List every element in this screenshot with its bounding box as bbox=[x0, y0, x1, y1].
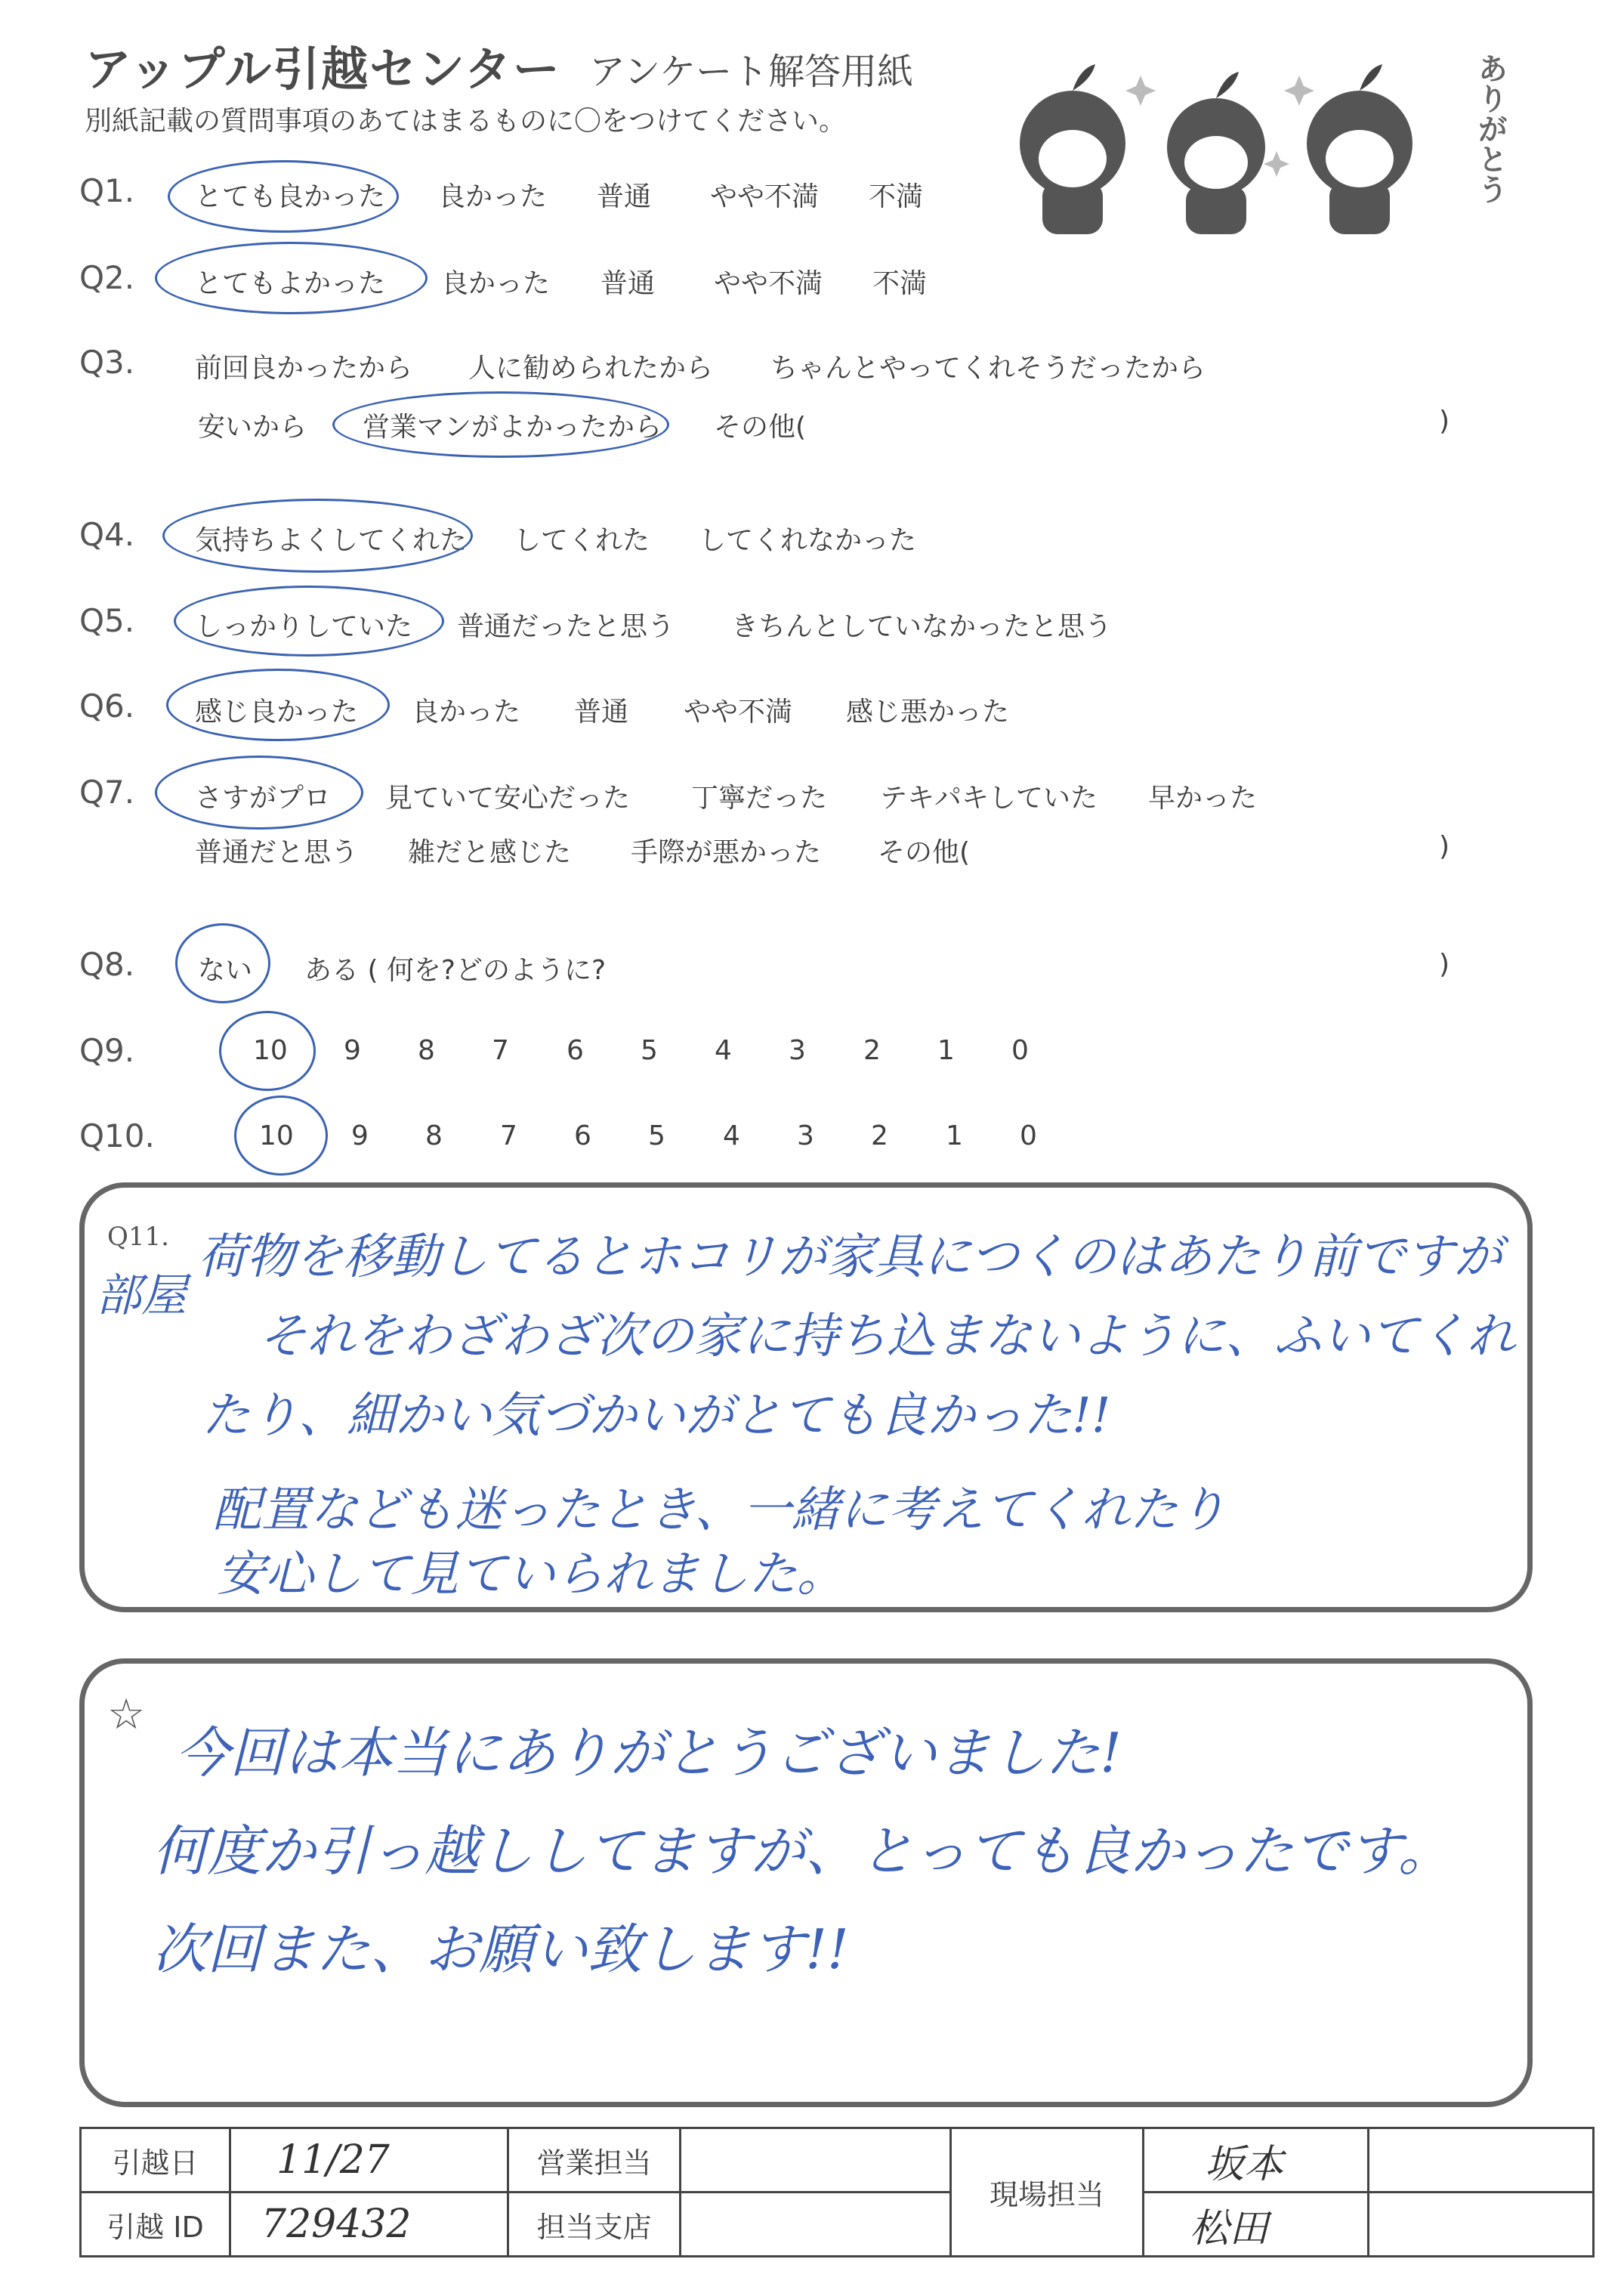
q11-line-1: 荷物を移動してるとホコリが家具につくのはあたり前ですが bbox=[198, 1229, 1502, 1285]
q8-option-1[interactable]: ない bbox=[198, 955, 253, 986]
q11-line-5: 安心して見ていられました。 bbox=[217, 1547, 845, 1602]
q5-option-1[interactable]: しっかりしていた bbox=[195, 611, 413, 642]
extra-line-2: 何度か引っ越ししてますが、とっても良かったです。 bbox=[153, 1819, 1453, 1883]
q9-score-0[interactable]: 0 bbox=[1011, 1035, 1029, 1066]
q3-option-4[interactable]: 安いから bbox=[198, 412, 307, 443]
q3-option-3[interactable]: ちゃんとやってくれそうだったから bbox=[770, 353, 1206, 384]
move-id-handwriting: 729432 bbox=[261, 2202, 412, 2247]
q8-option-2[interactable]: ある ( 何を?どのように? bbox=[304, 955, 607, 986]
q10-score-5[interactable]: 5 bbox=[648, 1120, 665, 1151]
q2-option-2[interactable]: 良かった bbox=[441, 268, 551, 299]
q9-score-5[interactable]: 5 bbox=[641, 1035, 658, 1066]
q4-label: Q4. bbox=[79, 516, 135, 553]
q2-label: Q2. bbox=[79, 259, 135, 296]
q3-label: Q3. bbox=[79, 344, 135, 381]
site-staff-label: 現場担当 bbox=[951, 2128, 1144, 2257]
q5-option-3[interactable]: きちんとしていなかったと思う bbox=[731, 611, 1113, 642]
site-staff-extra-1[interactable] bbox=[1369, 2128, 1594, 2193]
q7-option-6[interactable]: 普通だと思う bbox=[195, 837, 359, 868]
q8-label: Q8. bbox=[79, 946, 135, 983]
q2-option-4[interactable]: やや不満 bbox=[714, 268, 823, 299]
q3-option-other[interactable]: その他( bbox=[714, 412, 807, 443]
q4-answer-circle bbox=[162, 499, 473, 573]
q10-score-0[interactable]: 0 bbox=[1020, 1120, 1037, 1151]
q10-score-9[interactable]: 9 bbox=[351, 1120, 369, 1151]
q7-option-3[interactable]: 丁寧だった bbox=[691, 783, 828, 814]
q9-score-4[interactable]: 4 bbox=[715, 1035, 732, 1066]
q1-answer-circle bbox=[168, 160, 399, 233]
q7-option-4[interactable]: テキパキしていた bbox=[880, 783, 1098, 814]
q4-option-3[interactable]: してくれなかった bbox=[699, 525, 917, 556]
company-title: アップル引越センター bbox=[85, 42, 561, 97]
q7-label: Q7. bbox=[79, 774, 135, 811]
site-staff-2-cell[interactable] bbox=[1144, 2193, 1369, 2257]
extra-comment-box[interactable] bbox=[79, 1658, 1533, 2107]
q4-option-2[interactable]: してくれた bbox=[514, 525, 650, 556]
q3-option-5[interactable]: 営業マンがよかったから bbox=[363, 412, 662, 443]
q3-close-paren: ) bbox=[1439, 406, 1450, 437]
q10-label: Q10. bbox=[79, 1117, 155, 1154]
q9-answer-circle bbox=[219, 1011, 316, 1091]
site-staff-1-cell[interactable] bbox=[1144, 2128, 1369, 2193]
q7-option-5[interactable]: 早かった bbox=[1148, 783, 1258, 814]
q7-option-7[interactable]: 雑だと感じた bbox=[408, 837, 572, 868]
q9-score-6[interactable]: 6 bbox=[567, 1035, 584, 1066]
move-id-label: 引越 ID bbox=[81, 2193, 230, 2257]
q9-score-8[interactable]: 8 bbox=[418, 1035, 435, 1066]
q9-score-1[interactable]: 1 bbox=[937, 1035, 955, 1066]
q1-option-2[interactable]: 良かった bbox=[438, 181, 548, 212]
q10-score-8[interactable]: 8 bbox=[425, 1120, 443, 1151]
q6-option-3[interactable]: 普通 bbox=[574, 697, 629, 728]
move-date-handwriting: 11/27 bbox=[276, 2137, 390, 2183]
q7-option-8[interactable]: 手際が悪かった bbox=[631, 837, 822, 868]
q2-option-1[interactable]: とてもよかった bbox=[195, 268, 386, 299]
q6-option-4[interactable]: やや不満 bbox=[684, 697, 793, 728]
q1-option-1[interactable]: とても良かった bbox=[195, 181, 386, 212]
q5-option-2[interactable]: 普通だったと思う bbox=[457, 611, 675, 642]
q8-close-paren: ) bbox=[1439, 949, 1450, 980]
q11-line-3: たり、細かい気づかいがとても良かった!! bbox=[202, 1388, 1111, 1444]
q1-option-4[interactable]: やや不満 bbox=[710, 181, 820, 212]
q9-score-3[interactable]: 3 bbox=[789, 1035, 806, 1066]
q7-option-other[interactable]: その他( bbox=[878, 837, 971, 868]
extra-line-3: 次回また、お願い致します!! bbox=[153, 1918, 849, 1981]
move-id-value[interactable] bbox=[230, 2193, 508, 2257]
q7-answer-circle bbox=[155, 756, 363, 830]
site-staff-1: 坂本 bbox=[1205, 2141, 1284, 2187]
site-staff-extra-2[interactable] bbox=[1369, 2193, 1594, 2257]
q7-option-1[interactable]: さすがプロ bbox=[195, 783, 332, 814]
q10-score-2[interactable]: 2 bbox=[871, 1120, 888, 1151]
q3-option-2[interactable]: 人に勧められたから bbox=[468, 353, 714, 384]
q4-option-1[interactable]: 気持ちよくしてくれた bbox=[195, 525, 468, 556]
q10-score-10[interactable]: 10 bbox=[259, 1120, 294, 1151]
q5-label: Q5. bbox=[79, 602, 135, 639]
form-title: アンケート解答用紙 bbox=[589, 51, 914, 93]
q1-option-5[interactable]: 不満 bbox=[869, 181, 924, 212]
q6-answer-circle bbox=[166, 669, 390, 741]
q10-score-4[interactable]: 4 bbox=[723, 1120, 740, 1151]
site-staff-2: 松田 bbox=[1190, 2205, 1269, 2251]
q1-option-3[interactable]: 普通 bbox=[597, 181, 652, 212]
extra-line-1: 今回は本当にありがとうございました! bbox=[175, 1721, 1122, 1785]
sales-label: 営業担当 bbox=[508, 2128, 681, 2193]
q11-comment-box[interactable] bbox=[79, 1182, 1533, 1612]
q10-score-7[interactable]: 7 bbox=[500, 1120, 517, 1151]
q6-option-2[interactable]: 良かった bbox=[412, 697, 521, 728]
q6-option-5[interactable]: 感じ悪かった bbox=[846, 697, 1010, 728]
monkey-mascot-icon bbox=[997, 45, 1435, 242]
instruction-text: 別紙記載の質問事項のあてはまるものに〇をつけてください。 bbox=[85, 106, 847, 137]
q10-score-3[interactable]: 3 bbox=[797, 1120, 814, 1151]
branch-value[interactable] bbox=[681, 2193, 951, 2257]
q10-answer-circle bbox=[234, 1096, 328, 1176]
q11-line-2: それをわざわざ次の家に持ち込まないように、ふいてくれ bbox=[258, 1309, 1515, 1364]
branch-label: 担当支店 bbox=[508, 2193, 681, 2257]
mascot-thanks-text: ありがとう bbox=[1473, 53, 1508, 204]
q9-label: Q9. bbox=[79, 1032, 135, 1069]
q9-score-2[interactable]: 2 bbox=[863, 1035, 881, 1066]
q3-option-1[interactable]: 前回良かったから bbox=[195, 353, 413, 384]
q1-label: Q1. bbox=[79, 172, 135, 209]
footer-info-table bbox=[79, 2127, 1595, 2257]
q7-option-2[interactable]: 見ていて安心だった bbox=[385, 783, 631, 814]
q11-label: Q11. bbox=[107, 1222, 169, 1252]
q11-margin-note: 部屋 bbox=[96, 1269, 187, 1322]
q5-answer-circle bbox=[174, 586, 444, 657]
sales-value[interactable] bbox=[681, 2128, 951, 2193]
q8-answer-circle bbox=[175, 923, 270, 1003]
q2-answer-circle bbox=[155, 242, 428, 314]
q9-score-10[interactable]: 10 bbox=[253, 1035, 288, 1066]
q10-score-1[interactable]: 1 bbox=[946, 1120, 963, 1151]
q6-option-1[interactable]: 感じ良かった bbox=[195, 697, 359, 728]
q2-option-5[interactable]: 不満 bbox=[872, 268, 928, 299]
q9-score-7[interactable]: 7 bbox=[492, 1035, 509, 1066]
q9-score-9[interactable]: 9 bbox=[344, 1035, 361, 1066]
q10-score-6[interactable]: 6 bbox=[574, 1120, 591, 1151]
q3-answer-circle bbox=[332, 391, 669, 458]
q6-label: Q6. bbox=[79, 688, 135, 725]
q7-close-paren: ) bbox=[1439, 831, 1450, 862]
q2-option-3[interactable]: 普通 bbox=[601, 268, 656, 299]
q11-line-4: 配置なども迷ったとき、一緒に考えてくれたり bbox=[213, 1482, 1227, 1538]
move-date-value[interactable] bbox=[230, 2128, 508, 2193]
move-date-label: 引越日 bbox=[81, 2128, 230, 2193]
star-icon: ☆ bbox=[107, 1690, 146, 1739]
